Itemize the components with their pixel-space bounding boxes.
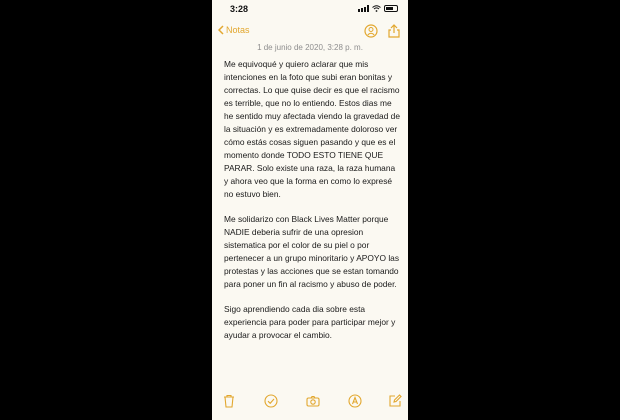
bottom-toolbar bbox=[212, 391, 408, 413]
markup-pen-icon[interactable] bbox=[348, 394, 362, 408]
phone-screen bbox=[212, 0, 408, 420]
status-icons bbox=[358, 5, 398, 12]
nav-bar bbox=[212, 22, 408, 42]
chevron-left-icon bbox=[218, 25, 224, 35]
signal-icon bbox=[358, 5, 369, 12]
checklist-icon[interactable] bbox=[264, 394, 278, 408]
note-paragraph: Me equivoqué y quiero aclarar que mis intenciones en la foto que subi eran bonitas y correctas. Lo que quise decir es que el racismo es terrible, que no lo entiendo. Estos dias me he sentido muy afectada viendo la gravedad de la situación y es extremadamente doloroso ver cómo estás cosas siguen pasando y que es el momento donde TODO ESTO TIENE QUE PARAR. Solo existe una raza, la raza humana y ahora veo que la forma en como lo expresé no estuvo bien. bbox=[224, 59, 400, 199]
camera-icon[interactable] bbox=[306, 394, 320, 408]
note-body[interactable] bbox=[224, 58, 400, 354]
back-label: Notas bbox=[226, 25, 250, 35]
note-date: 1 de junio de 2020, 3:28 p. m. bbox=[257, 43, 363, 52]
back-button[interactable] bbox=[218, 25, 250, 35]
share-icon[interactable] bbox=[388, 24, 400, 38]
note-paragraph: Me solidarizo con Black Lives Matter porque NADIE deberia sufrir de una opresion sistematica por el color de su piel o por pertenecer a un grupo minoritario y APOYO las protestas y las acciones que se estan tomando para poner un fin al racismo y abuso de poder. bbox=[224, 214, 400, 289]
battery-icon bbox=[384, 5, 398, 12]
status-bar bbox=[212, 0, 408, 18]
note-paragraph: Sigo aprendiendo cada dia sobre esta experiencia para poder para participar mejor y ayudar a provocar el cambio. bbox=[224, 304, 396, 340]
add-person-icon[interactable] bbox=[364, 24, 378, 38]
compose-icon[interactable] bbox=[388, 394, 402, 408]
trash-icon[interactable] bbox=[222, 394, 236, 408]
status-time: 3:28 bbox=[230, 4, 249, 14]
wifi-icon bbox=[372, 5, 381, 12]
